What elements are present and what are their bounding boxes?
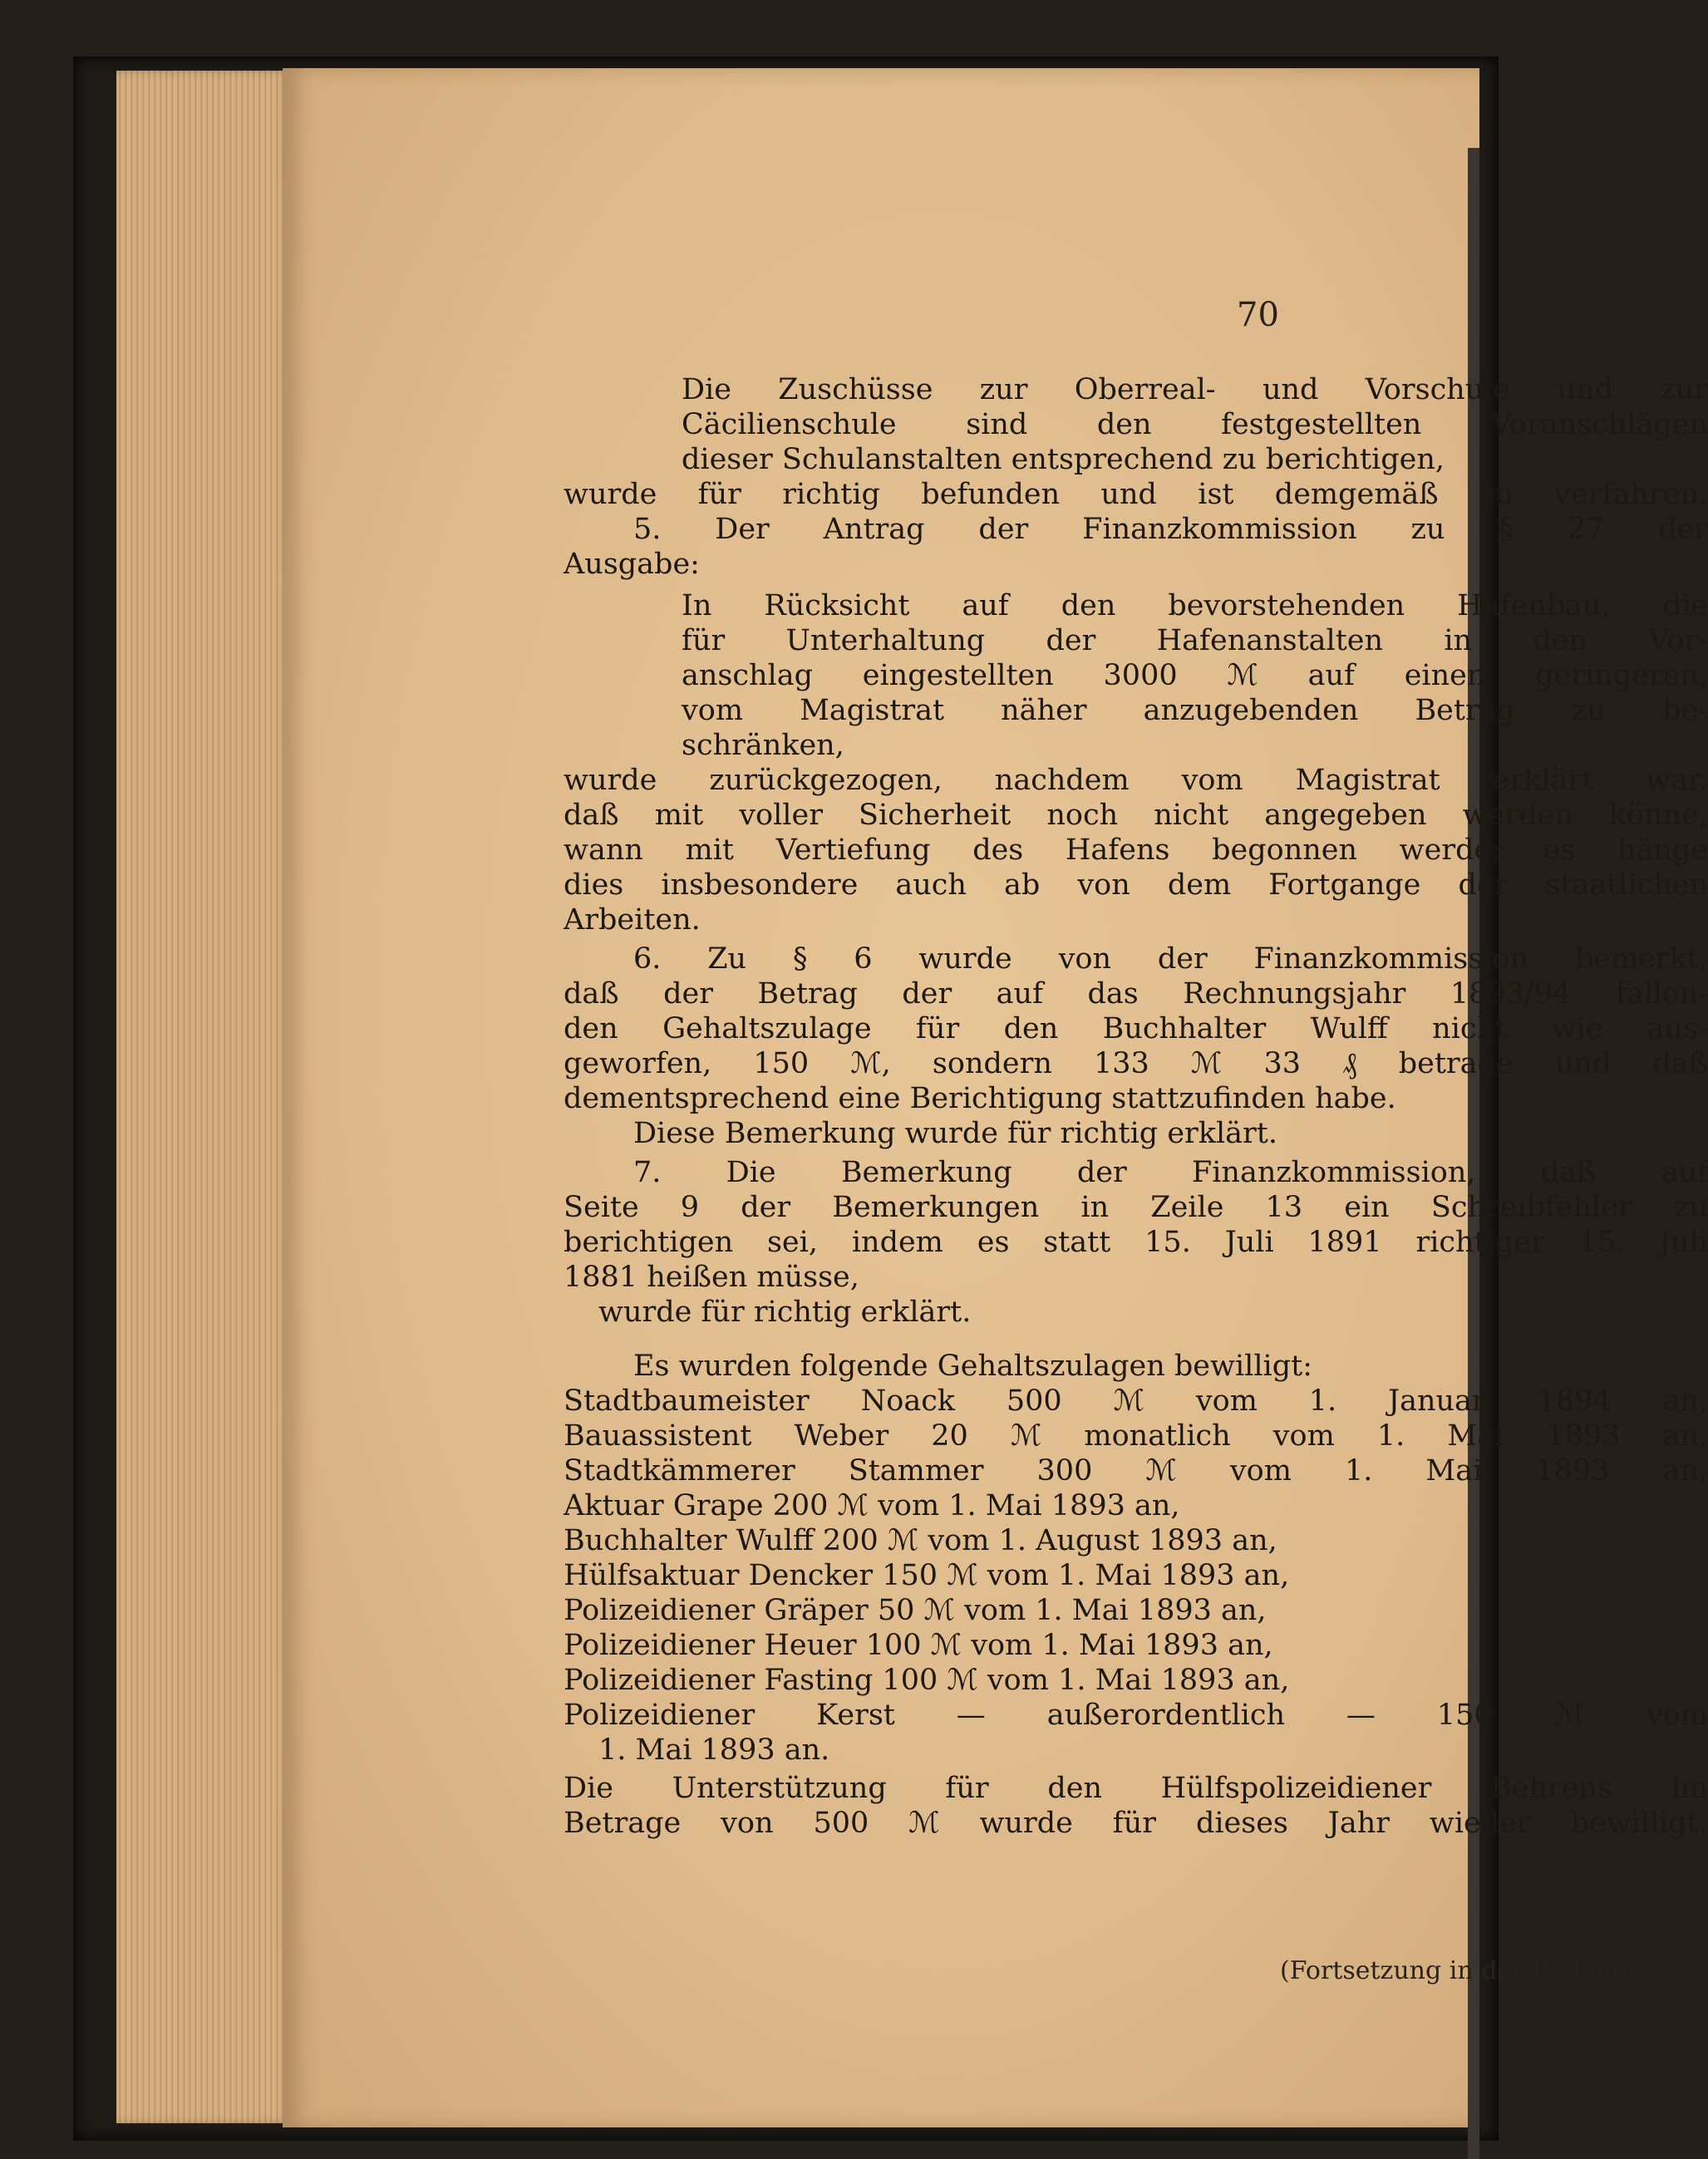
text-line-28: Es wurden folgende Gehaltszulagen bewilligt: (633, 1350, 1313, 1383)
continuation-note: (Fortsetzung in der Beilage.) (1280, 1956, 1645, 1985)
text-line-30: Bauassistent Weber 20 ℳ monatlich vom 1. Mai 1893 an, (564, 1419, 1708, 1453)
book-page (283, 68, 1708, 2127)
text-line-19: den Gehaltszulage für den Buchhalter Wulff nicht wie aus- (564, 1012, 1708, 1045)
text-line-4: wurde für richtig befunden und ist demgemäß zu verfahren. (564, 478, 1708, 511)
text-line-14: wann mit Vertiefung des Hafens begonnen werde; es hänge (564, 834, 1708, 867)
text-line-20: geworfen, 150 ℳ, sondern 133 ℳ 33 ₰ betrage und daß (564, 1047, 1708, 1080)
text-line-35: Polizeidiener Gräper 50 ℳ vom 1. Mai 1893 an, (564, 1594, 1267, 1627)
text-line-7: In Rücksicht auf den bevorstehenden Hafenbau, die (682, 589, 1708, 622)
text-line-40: Die Unterstützung für den Hülfspolizeidiener Behrens im (564, 1772, 1708, 1805)
text-line-32: Aktuar Grape 200 ℳ vom 1. Mai 1893 an, (564, 1489, 1180, 1522)
text-line-26: 1881 heißen müsse, (564, 1261, 859, 1294)
text-line-21: dementsprechend eine Berichtigung stattzufinden habe. (564, 1082, 1396, 1115)
text-line-15: dies insbesondere auch ab von dem Fortgange der staatlichen (564, 868, 1708, 902)
text-line-31: Stadtkämmerer Stammer 300 ℳ vom 1. Mai 1893 an, (564, 1454, 1708, 1488)
text-line-12: wurde zurückgezogen, nachdem vom Magistrat erklärt war, (564, 764, 1708, 797)
text-line-13: daß mit voller Sicherheit noch nicht angegeben werden könne, (564, 799, 1708, 832)
text-line-3: dieser Schulanstalten entsprechend zu berichtigen, (682, 443, 1445, 476)
text-line-37: Polizeidiener Fasting 100 ℳ vom 1. Mai 1893 an, (564, 1664, 1290, 1697)
text-line-36: Polizeidiener Heuer 100 ℳ vom 1. Mai 1893 an, (564, 1629, 1273, 1662)
text-line-29: Stadtbaumeister Noack 500 ℳ vom 1. Januar 1894 an, (564, 1384, 1708, 1418)
page-number: 70 (1237, 296, 1279, 334)
text-line-22: Diese Bemerkung wurde für richtig erklärt. (633, 1117, 1277, 1150)
text-line-24: Seite 9 der Bemerkungen in Zeile 13 ein Schreibfehler zu (564, 1191, 1708, 1224)
text-line-16: Arbeiten. (564, 903, 701, 937)
text-line-38: Polizeidiener Kerst — außerordentlich — 150 ℳ vom (564, 1699, 1708, 1732)
page-stack-edges (116, 71, 291, 2123)
text-line-25: berichtigen sei, indem es statt 15. Juli 1891 richtiger 15. Juli (564, 1226, 1708, 1259)
text-line-27: wurde für richtig erklärt. (598, 1296, 972, 1329)
text-line-8: für Unterhaltung der Hafenanstalten in den Vor- (682, 624, 1708, 657)
text-line-11: schränken, (682, 729, 844, 762)
text-line-33: Buchhalter Wulff 200 ℳ vom 1. August 1893 an, (564, 1524, 1277, 1557)
text-line-18: daß der Betrag der auf das Rechnungsjahr 1893/94 fallen- (564, 977, 1708, 1011)
text-line-23: 7. Die Bemerkung der Finanzkommission, daß auf (633, 1156, 1708, 1189)
text-line-39: 1. Mai 1893 an. (598, 1734, 830, 1767)
text-line-41: Betrage von 500 ℳ wurde für dieses Jahr wieder bewilligt. (564, 1807, 1708, 1840)
text-line-1: Die Zuschüsse zur Oberreal- und Vorschule und zur (682, 373, 1708, 406)
page-edge-strip (1468, 148, 1479, 2159)
text-line-9: anschlag eingestellten 3000 ℳ auf einen geringeren, (682, 659, 1708, 692)
text-line-34: Hülfsaktuar Dencker 150 ℳ vom 1. Mai 1893 an, (564, 1559, 1290, 1592)
text-line-17: 6. Zu § 6 wurde von der Finanzkommission bemerkt, (633, 942, 1708, 976)
text-line-10: vom Magistrat näher anzugebenden Betrag zu be- (682, 694, 1708, 727)
text-line-2: Cäcilienschule sind den festgestellten Voranschlägen (682, 408, 1708, 441)
text-line-5: 5. Der Antrag der Finanzkommission zu § 27 der (633, 513, 1708, 546)
text-line-6: Ausgabe: (564, 548, 700, 581)
